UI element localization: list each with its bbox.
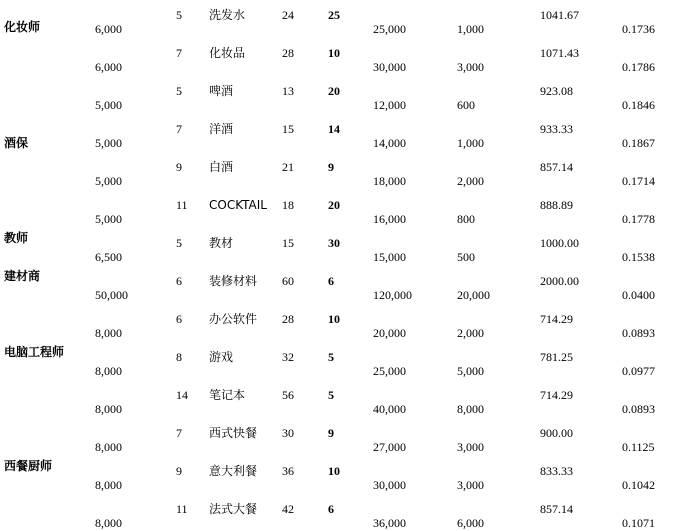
ratio-cell: 900.00: [540, 426, 573, 440]
revenue-cell: 30,000: [373, 478, 406, 492]
cost-cell: 15: [282, 122, 294, 136]
fee-cell: 3,000: [457, 478, 484, 492]
fee-cell: 500: [457, 250, 475, 264]
product-cell: 游戏: [209, 350, 234, 364]
salary-cell: 6,500: [95, 250, 122, 264]
revenue-cell: 20,000: [373, 326, 406, 340]
fee-cell: 3,000: [457, 60, 484, 74]
product-cell: 啤酒: [209, 84, 234, 98]
quantity-cell: 9: [328, 426, 334, 440]
ratio-cell: 714.29: [540, 388, 573, 402]
days-cell: 6: [176, 312, 182, 326]
fee-cell: 8,000: [457, 402, 484, 416]
product-cell: 化妆品: [209, 46, 246, 60]
quantity-cell: 6: [328, 274, 334, 288]
product-cell: 法式大餐: [209, 502, 258, 516]
revenue-cell: 27,000: [373, 440, 406, 454]
salary-cell: 8,000: [95, 364, 122, 378]
fee-cell: 800: [457, 212, 475, 226]
days-cell: 7: [176, 46, 182, 60]
quantity-cell: 5: [328, 350, 334, 364]
ratio-cell: 857.14: [540, 160, 573, 174]
revenue-cell: 25,000: [373, 364, 406, 378]
rate-cell: 0.1867: [622, 136, 655, 150]
days-cell: 7: [176, 426, 182, 440]
rate-cell: 0.1538: [622, 250, 655, 264]
days-cell: 8: [176, 350, 182, 364]
quantity-cell: 9: [328, 160, 334, 174]
rate-cell: 0.0893: [622, 326, 655, 340]
salary-cell: 6,000: [95, 60, 122, 74]
quantity-cell: 5: [328, 388, 334, 402]
days-cell: 5: [176, 8, 182, 22]
rate-cell: 0.0893: [622, 402, 655, 416]
profession-label: 酒保: [4, 136, 29, 150]
rate-cell: 0.1736: [622, 22, 655, 36]
cost-cell: 56: [282, 388, 294, 402]
product-cell: 笔记本: [209, 388, 246, 402]
rate-cell: 0.0977: [622, 364, 655, 378]
rate-cell: 0.1778: [622, 212, 655, 226]
ratio-cell: 1041.67: [540, 8, 579, 22]
cost-cell: 32: [282, 350, 294, 364]
salary-cell: 5,000: [95, 212, 122, 226]
days-cell: 7: [176, 122, 182, 136]
quantity-cell: 10: [328, 46, 340, 60]
fee-cell: 2,000: [457, 326, 484, 340]
cost-cell: 18: [282, 198, 294, 212]
profession-label: 西餐厨师: [4, 459, 53, 473]
days-cell: 5: [176, 236, 182, 250]
rate-cell: 0.1125: [622, 440, 655, 454]
days-cell: 9: [176, 160, 182, 174]
ratio-cell: 923.08: [540, 84, 573, 98]
days-cell: 14: [176, 388, 188, 402]
ratio-cell: 833.33: [540, 464, 573, 478]
revenue-cell: 15,000: [373, 250, 406, 264]
fee-cell: 3,000: [457, 440, 484, 454]
revenue-cell: 120,000: [373, 288, 412, 302]
ratio-cell: 2000.00: [540, 274, 579, 288]
quantity-cell: 25: [328, 8, 340, 22]
salary-cell: 5,000: [95, 98, 122, 112]
ratio-cell: 933.33: [540, 122, 573, 136]
revenue-cell: 25,000: [373, 22, 406, 36]
profession-label: 教师: [4, 231, 29, 245]
revenue-cell: 30,000: [373, 60, 406, 74]
rate-cell: 0.1714: [622, 174, 655, 188]
revenue-cell: 12,000: [373, 98, 406, 112]
revenue-cell: 18,000: [373, 174, 406, 188]
quantity-cell: 30: [328, 236, 340, 250]
product-cell: 办公软件: [209, 312, 258, 326]
fee-cell: 20,000: [457, 288, 490, 302]
profession-label: 化妆师: [4, 20, 41, 34]
cost-cell: 42: [282, 502, 294, 516]
salary-cell: 8,000: [95, 326, 122, 340]
product-cell: 洗发水: [209, 8, 246, 22]
ratio-cell: 1071.43: [540, 46, 579, 60]
days-cell: 6: [176, 274, 182, 288]
product-cell: 白酒: [209, 160, 234, 174]
rate-cell: 0.1071: [622, 516, 655, 530]
revenue-cell: 40,000: [373, 402, 406, 416]
days-cell: 9: [176, 464, 182, 478]
product-cell: 洋酒: [209, 122, 234, 136]
fee-cell: 1,000: [457, 136, 484, 150]
fee-cell: 600: [457, 98, 475, 112]
salary-cell: 8,000: [95, 440, 122, 454]
revenue-cell: 16,000: [373, 212, 406, 226]
salary-cell: 50,000: [95, 288, 128, 302]
product-cell: 教材: [209, 236, 234, 250]
quantity-cell: 6: [328, 502, 334, 516]
ratio-cell: 857.14: [540, 502, 573, 516]
product-cell: 装修材料: [209, 274, 258, 288]
rate-cell: 0.1042: [622, 478, 655, 492]
salary-cell: 8,000: [95, 478, 122, 492]
days-cell: 11: [176, 198, 188, 212]
cost-cell: 13: [282, 84, 294, 98]
revenue-cell: 36,000: [373, 516, 406, 530]
product-cell: 意大利餐: [209, 464, 258, 478]
fee-cell: 1,000: [457, 22, 484, 36]
rate-cell: 0.1846: [622, 98, 655, 112]
fee-cell: 5,000: [457, 364, 484, 378]
quantity-cell: 10: [328, 312, 340, 326]
cost-cell: 15: [282, 236, 294, 250]
salary-cell: 6,000: [95, 22, 122, 36]
ratio-cell: 888.89: [540, 198, 573, 212]
cost-cell: 28: [282, 46, 294, 60]
cost-cell: 28: [282, 312, 294, 326]
product-cell: 西式快餐: [209, 426, 258, 440]
rate-cell: 0.1786: [622, 60, 655, 74]
fee-cell: 2,000: [457, 174, 484, 188]
days-cell: 5: [176, 84, 182, 98]
salary-cell: 5,000: [95, 174, 122, 188]
quantity-cell: 14: [328, 122, 340, 136]
cost-cell: 21: [282, 160, 294, 174]
fee-cell: 6,000: [457, 516, 484, 530]
days-cell: 11: [176, 502, 188, 516]
profession-label: 建材商: [4, 269, 41, 283]
cost-cell: 24: [282, 8, 294, 22]
salary-cell: 5,000: [95, 136, 122, 150]
quantity-cell: 20: [328, 198, 340, 212]
cost-cell: 60: [282, 274, 294, 288]
salary-cell: 8,000: [95, 402, 122, 416]
quantity-cell: 10: [328, 464, 340, 478]
cost-cell: 36: [282, 464, 294, 478]
rate-cell: 0.0400: [622, 288, 655, 302]
ratio-cell: 714.29: [540, 312, 573, 326]
ratio-cell: 1000.00: [540, 236, 579, 250]
ratio-cell: 781.25: [540, 350, 573, 364]
salary-cell: 8,000: [95, 516, 122, 530]
revenue-cell: 14,000: [373, 136, 406, 150]
profession-label: 电脑工程师: [4, 345, 65, 359]
product-cell: COCKTAIL: [209, 198, 267, 212]
quantity-cell: 20: [328, 84, 340, 98]
cost-cell: 30: [282, 426, 294, 440]
